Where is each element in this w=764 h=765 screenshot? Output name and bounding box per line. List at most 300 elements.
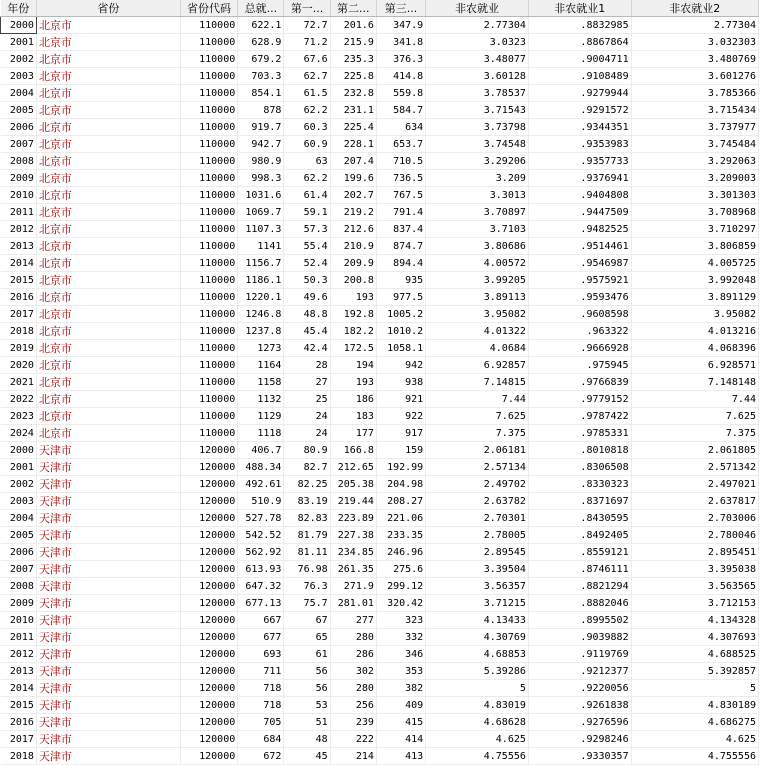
cell-nonfarm-employment1[interactable]: .9785331 [528, 425, 631, 442]
cell-primary-employment[interactable]: 48 [284, 731, 330, 748]
cell-year[interactable]: 2013 [1, 238, 37, 255]
cell-tertiary-employment[interactable]: 208.27 [376, 493, 425, 510]
cell-nonfarm-employment[interactable]: 2.06181 [426, 442, 529, 459]
cell-total-employment[interactable]: 677 [238, 629, 284, 646]
table-row[interactable] [1, 51, 759, 68]
cell-province[interactable]: 北京市 [36, 374, 180, 391]
cell-total-employment[interactable]: 562.92 [238, 544, 284, 561]
cell-secondary-employment[interactable]: 261.35 [330, 561, 376, 578]
cell-nonfarm-employment1[interactable]: .9004711 [528, 51, 631, 68]
cell-tertiary-employment[interactable]: 559.8 [376, 85, 425, 102]
cell-province-code[interactable]: 110000 [180, 340, 238, 357]
cell-total-employment[interactable]: 613.93 [238, 561, 284, 578]
cell-year[interactable]: 2001 [1, 459, 37, 476]
cell-primary-employment[interactable]: 81.79 [284, 527, 330, 544]
cell-nonfarm-employment2[interactable]: 3.992048 [631, 272, 758, 289]
cell-nonfarm-employment1[interactable]: .8995502 [528, 612, 631, 629]
cell-nonfarm-employment2[interactable]: 3.292063 [631, 153, 758, 170]
cell-nonfarm-employment2[interactable]: 4.686275 [631, 714, 758, 731]
cell-nonfarm-employment1[interactable]: .9291572 [528, 102, 631, 119]
cell-province[interactable]: 北京市 [36, 136, 180, 153]
cell-province[interactable]: 天津市 [36, 697, 180, 714]
cell-primary-employment[interactable]: 65 [284, 629, 330, 646]
cell-total-employment[interactable]: 705 [238, 714, 284, 731]
cell-tertiary-employment[interactable]: 299.12 [376, 578, 425, 595]
cell-total-employment[interactable]: 711 [238, 663, 284, 680]
cell-province[interactable]: 天津市 [36, 680, 180, 697]
cell-province[interactable]: 天津市 [36, 612, 180, 629]
cell-secondary-employment[interactable]: 239 [330, 714, 376, 731]
cell-province-code[interactable]: 120000 [180, 510, 238, 527]
cell-secondary-employment[interactable]: 271.9 [330, 578, 376, 595]
cell-nonfarm-employment[interactable]: 3.95082 [426, 306, 529, 323]
cell-tertiary-employment[interactable]: 323 [376, 612, 425, 629]
cell-total-employment[interactable]: 1031.6 [238, 187, 284, 204]
cell-nonfarm-employment1[interactable]: .9546987 [528, 255, 631, 272]
cell-province[interactable]: 天津市 [36, 646, 180, 663]
cell-year[interactable]: 2010 [1, 612, 37, 629]
cell-year[interactable]: 2011 [1, 629, 37, 646]
cell-nonfarm-employment2[interactable]: 7.375 [631, 425, 758, 442]
cell-nonfarm-employment1[interactable]: .8371697 [528, 493, 631, 510]
cell-tertiary-employment[interactable]: 736.5 [376, 170, 425, 187]
cell-year[interactable]: 2016 [1, 289, 37, 306]
cell-nonfarm-employment1[interactable]: .8010818 [528, 442, 631, 459]
cell-primary-employment[interactable]: 45.4 [284, 323, 330, 340]
cell-nonfarm-employment[interactable]: 5.39286 [426, 663, 529, 680]
cell-nonfarm-employment[interactable]: 3.0323 [426, 34, 529, 51]
cell-year[interactable]: 2002 [1, 476, 37, 493]
cell-province[interactable]: 北京市 [36, 357, 180, 374]
cell-primary-employment[interactable]: 48.8 [284, 306, 330, 323]
cell-nonfarm-employment[interactable]: 3.80686 [426, 238, 529, 255]
cell-total-employment[interactable]: 672 [238, 748, 284, 765]
cell-primary-employment[interactable]: 71.2 [284, 34, 330, 51]
cell-nonfarm-employment[interactable]: 2.49702 [426, 476, 529, 493]
cell-nonfarm-employment1[interactable]: .9666928 [528, 340, 631, 357]
cell-nonfarm-employment1[interactable]: .9220056 [528, 680, 631, 697]
cell-nonfarm-employment2[interactable]: 4.830189 [631, 697, 758, 714]
cell-primary-employment[interactable]: 61.5 [284, 85, 330, 102]
column-header-secondary-employment[interactable]: 第二... [330, 0, 376, 17]
cell-nonfarm-employment2[interactable]: 3.891129 [631, 289, 758, 306]
cell-nonfarm-employment1[interactable]: .9279944 [528, 85, 631, 102]
cell-nonfarm-employment1[interactable]: .8306508 [528, 459, 631, 476]
cell-secondary-employment[interactable]: 192.8 [330, 306, 376, 323]
cell-year[interactable]: 2021 [1, 374, 37, 391]
cell-nonfarm-employment1[interactable]: .9330357 [528, 748, 631, 765]
table-row[interactable] [1, 272, 759, 289]
cell-total-employment[interactable]: 1220.1 [238, 289, 284, 306]
cell-province-code[interactable]: 110000 [180, 68, 238, 85]
cell-province-code[interactable]: 110000 [180, 85, 238, 102]
cell-nonfarm-employment[interactable]: 7.44 [426, 391, 529, 408]
cell-nonfarm-employment2[interactable]: 3.480769 [631, 51, 758, 68]
cell-secondary-employment[interactable]: 186 [330, 391, 376, 408]
cell-province[interactable]: 北京市 [36, 272, 180, 289]
cell-tertiary-employment[interactable]: 347.9 [376, 17, 425, 34]
column-header-province[interactable]: 省份 [36, 0, 180, 17]
cell-primary-employment[interactable]: 24 [284, 425, 330, 442]
cell-total-employment[interactable]: 718 [238, 680, 284, 697]
cell-tertiary-employment[interactable]: 414 [376, 731, 425, 748]
cell-year[interactable]: 2004 [1, 85, 37, 102]
cell-province[interactable]: 天津市 [36, 561, 180, 578]
cell-province-code[interactable]: 110000 [180, 170, 238, 187]
cell-nonfarm-employment2[interactable]: 7.148148 [631, 374, 758, 391]
cell-nonfarm-employment[interactable]: 2.89545 [426, 544, 529, 561]
cell-secondary-employment[interactable]: 228.1 [330, 136, 376, 153]
cell-tertiary-employment[interactable]: 921 [376, 391, 425, 408]
cell-province[interactable]: 北京市 [36, 425, 180, 442]
cell-tertiary-employment[interactable]: 894.4 [376, 255, 425, 272]
cell-primary-employment[interactable]: 57.3 [284, 221, 330, 238]
cell-nonfarm-employment[interactable]: 3.99205 [426, 272, 529, 289]
cell-tertiary-employment[interactable]: 382 [376, 680, 425, 697]
cell-year[interactable]: 2013 [1, 663, 37, 680]
cell-province[interactable]: 北京市 [36, 51, 180, 68]
cell-year[interactable]: 2024 [1, 425, 37, 442]
cell-nonfarm-employment2[interactable]: 3.708968 [631, 204, 758, 221]
cell-nonfarm-employment1[interactable]: .9212377 [528, 663, 631, 680]
cell-tertiary-employment[interactable]: 922 [376, 408, 425, 425]
cell-nonfarm-employment1[interactable]: .9514461 [528, 238, 631, 255]
cell-nonfarm-employment2[interactable]: 7.44 [631, 391, 758, 408]
cell-nonfarm-employment2[interactable]: 7.625 [631, 408, 758, 425]
cell-nonfarm-employment[interactable]: 3.48077 [426, 51, 529, 68]
cell-province-code[interactable]: 120000 [180, 629, 238, 646]
cell-nonfarm-employment1[interactable]: .9404808 [528, 187, 631, 204]
cell-province-code[interactable]: 120000 [180, 731, 238, 748]
cell-nonfarm-employment1[interactable]: .8559121 [528, 544, 631, 561]
cell-nonfarm-employment[interactable]: 6.92857 [426, 357, 529, 374]
cell-nonfarm-employment2[interactable]: 3.806859 [631, 238, 758, 255]
cell-tertiary-employment[interactable]: 917 [376, 425, 425, 442]
cell-nonfarm-employment[interactable]: 2.77304 [426, 17, 529, 34]
cell-secondary-employment[interactable]: 219.2 [330, 204, 376, 221]
cell-secondary-employment[interactable]: 172.5 [330, 340, 376, 357]
cell-province-code[interactable]: 110000 [180, 34, 238, 51]
cell-total-employment[interactable]: 406.7 [238, 442, 284, 459]
cell-secondary-employment[interactable]: 231.1 [330, 102, 376, 119]
cell-total-employment[interactable]: 998.3 [238, 170, 284, 187]
cell-year[interactable]: 2015 [1, 272, 37, 289]
cell-tertiary-employment[interactable]: 233.35 [376, 527, 425, 544]
cell-total-employment[interactable]: 1246.8 [238, 306, 284, 323]
cell-nonfarm-employment[interactable]: 4.13433 [426, 612, 529, 629]
cell-primary-employment[interactable]: 76.3 [284, 578, 330, 595]
cell-nonfarm-employment[interactable]: 3.56357 [426, 578, 529, 595]
cell-total-employment[interactable]: 1118 [238, 425, 284, 442]
cell-primary-employment[interactable]: 67.6 [284, 51, 330, 68]
cell-tertiary-employment[interactable]: 874.7 [376, 238, 425, 255]
cell-tertiary-employment[interactable]: 653.7 [376, 136, 425, 153]
cell-total-employment[interactable]: 510.9 [238, 493, 284, 510]
cell-total-employment[interactable]: 1107.3 [238, 221, 284, 238]
cell-year[interactable]: 2003 [1, 68, 37, 85]
cell-year[interactable]: 2012 [1, 221, 37, 238]
cell-primary-employment[interactable]: 55.4 [284, 238, 330, 255]
cell-province[interactable]: 天津市 [36, 629, 180, 646]
cell-province-code[interactable]: 120000 [180, 714, 238, 731]
cell-nonfarm-employment2[interactable]: 4.068396 [631, 340, 758, 357]
table-row[interactable] [1, 527, 759, 544]
cell-total-employment[interactable]: 1273 [238, 340, 284, 357]
cell-secondary-employment[interactable]: 201.6 [330, 17, 376, 34]
column-header-total-employment[interactable]: 总就... [238, 0, 284, 17]
cell-province[interactable]: 北京市 [36, 170, 180, 187]
cell-nonfarm-employment[interactable]: 3.74548 [426, 136, 529, 153]
cell-secondary-employment[interactable]: 232.8 [330, 85, 376, 102]
cell-province-code[interactable]: 110000 [180, 357, 238, 374]
cell-tertiary-employment[interactable]: 353 [376, 663, 425, 680]
cell-primary-employment[interactable]: 49.6 [284, 289, 330, 306]
cell-tertiary-employment[interactable]: 409 [376, 697, 425, 714]
cell-province[interactable]: 天津市 [36, 476, 180, 493]
cell-year[interactable]: 2023 [1, 408, 37, 425]
cell-primary-employment[interactable]: 82.25 [284, 476, 330, 493]
table-row[interactable] [1, 544, 759, 561]
cell-year[interactable]: 2005 [1, 102, 37, 119]
cell-nonfarm-employment[interactable]: 3.29206 [426, 153, 529, 170]
table-row[interactable] [1, 731, 759, 748]
cell-tertiary-employment[interactable]: 938 [376, 374, 425, 391]
cell-nonfarm-employment1[interactable]: .9376941 [528, 170, 631, 187]
cell-primary-employment[interactable]: 61.4 [284, 187, 330, 204]
cell-nonfarm-employment[interactable]: 3.71215 [426, 595, 529, 612]
cell-primary-employment[interactable]: 60.9 [284, 136, 330, 153]
cell-province[interactable]: 北京市 [36, 119, 180, 136]
cell-province[interactable]: 北京市 [36, 306, 180, 323]
cell-secondary-employment[interactable]: 281.01 [330, 595, 376, 612]
cell-primary-employment[interactable]: 82.7 [284, 459, 330, 476]
cell-nonfarm-employment2[interactable]: 3.745484 [631, 136, 758, 153]
table-row[interactable] [1, 425, 759, 442]
cell-province-code[interactable]: 110000 [180, 272, 238, 289]
cell-province[interactable]: 北京市 [36, 153, 180, 170]
cell-province-code[interactable]: 110000 [180, 119, 238, 136]
cell-year[interactable]: 2016 [1, 714, 37, 731]
cell-primary-employment[interactable]: 75.7 [284, 595, 330, 612]
cell-secondary-employment[interactable]: 227.38 [330, 527, 376, 544]
cell-secondary-employment[interactable]: 212.65 [330, 459, 376, 476]
cell-total-employment[interactable]: 1132 [238, 391, 284, 408]
cell-total-employment[interactable]: 1141 [238, 238, 284, 255]
cell-province-code[interactable]: 110000 [180, 238, 238, 255]
cell-secondary-employment[interactable]: 194 [330, 357, 376, 374]
cell-total-employment[interactable]: 667 [238, 612, 284, 629]
cell-province-code[interactable]: 120000 [180, 442, 238, 459]
cell-primary-employment[interactable]: 56 [284, 680, 330, 697]
cell-nonfarm-employment2[interactable]: 2.77304 [631, 17, 758, 34]
cell-year[interactable]: 2022 [1, 391, 37, 408]
cell-nonfarm-employment[interactable]: 4.01322 [426, 323, 529, 340]
cell-year[interactable]: 2018 [1, 323, 37, 340]
cell-nonfarm-employment[interactable]: 3.89113 [426, 289, 529, 306]
cell-province-code[interactable]: 120000 [180, 578, 238, 595]
cell-nonfarm-employment2[interactable]: 3.95082 [631, 306, 758, 323]
cell-province[interactable]: 北京市 [36, 17, 180, 34]
cell-tertiary-employment[interactable]: 767.5 [376, 187, 425, 204]
table-row[interactable] [1, 697, 759, 714]
cell-province[interactable]: 北京市 [36, 255, 180, 272]
cell-nonfarm-employment1[interactable]: .9766839 [528, 374, 631, 391]
cell-tertiary-employment[interactable]: 341.8 [376, 34, 425, 51]
cell-tertiary-employment[interactable]: 634 [376, 119, 425, 136]
cell-tertiary-employment[interactable]: 246.96 [376, 544, 425, 561]
cell-province-code[interactable]: 110000 [180, 255, 238, 272]
cell-secondary-employment[interactable]: 280 [330, 680, 376, 697]
cell-nonfarm-employment1[interactable]: .8832985 [528, 17, 631, 34]
cell-total-employment[interactable]: 677.13 [238, 595, 284, 612]
cell-tertiary-employment[interactable]: 376.3 [376, 51, 425, 68]
cell-secondary-employment[interactable]: 193 [330, 374, 376, 391]
cell-nonfarm-employment1[interactable]: .9482525 [528, 221, 631, 238]
cell-total-employment[interactable]: 878 [238, 102, 284, 119]
table-row[interactable] [1, 459, 759, 476]
cell-nonfarm-employment1[interactable]: .8430595 [528, 510, 631, 527]
cell-primary-employment[interactable]: 45 [284, 748, 330, 765]
cell-total-employment[interactable]: 527.78 [238, 510, 284, 527]
cell-year[interactable]: 2014 [1, 255, 37, 272]
cell-nonfarm-employment1[interactable]: .9344351 [528, 119, 631, 136]
table-row[interactable] [1, 17, 759, 34]
cell-primary-employment[interactable]: 62.2 [284, 102, 330, 119]
cell-total-employment[interactable]: 854.1 [238, 85, 284, 102]
cell-year[interactable]: 2010 [1, 187, 37, 204]
cell-secondary-employment[interactable]: 207.4 [330, 153, 376, 170]
cell-secondary-employment[interactable]: 234.85 [330, 544, 376, 561]
cell-nonfarm-employment[interactable]: 4.68628 [426, 714, 529, 731]
cell-nonfarm-employment[interactable]: 2.57134 [426, 459, 529, 476]
cell-nonfarm-employment1[interactable]: .8821294 [528, 578, 631, 595]
cell-total-employment[interactable]: 1069.7 [238, 204, 284, 221]
cell-province[interactable]: 天津市 [36, 527, 180, 544]
table-row[interactable] [1, 408, 759, 425]
cell-primary-employment[interactable]: 76.98 [284, 561, 330, 578]
cell-nonfarm-employment2[interactable]: 4.625 [631, 731, 758, 748]
cell-province[interactable]: 天津市 [36, 578, 180, 595]
cell-province[interactable]: 天津市 [36, 731, 180, 748]
cell-nonfarm-employment[interactable]: 3.70897 [426, 204, 529, 221]
cell-secondary-employment[interactable]: 200.8 [330, 272, 376, 289]
cell-province[interactable]: 北京市 [36, 238, 180, 255]
cell-nonfarm-employment2[interactable]: 2.895451 [631, 544, 758, 561]
cell-nonfarm-employment1[interactable]: .975945 [528, 357, 631, 374]
cell-province-code[interactable]: 110000 [180, 425, 238, 442]
cell-province[interactable]: 天津市 [36, 459, 180, 476]
cell-nonfarm-employment2[interactable]: 3.715434 [631, 102, 758, 119]
cell-primary-employment[interactable]: 80.9 [284, 442, 330, 459]
cell-nonfarm-employment2[interactable]: 2.061805 [631, 442, 758, 459]
cell-secondary-employment[interactable]: 183 [330, 408, 376, 425]
table-row[interactable] [1, 476, 759, 493]
cell-year[interactable]: 2000 [1, 17, 37, 34]
column-header-primary-employment[interactable]: 第一... [284, 0, 330, 17]
cell-secondary-employment[interactable]: 209.9 [330, 255, 376, 272]
cell-year[interactable]: 2008 [1, 578, 37, 595]
cell-province[interactable]: 北京市 [36, 221, 180, 238]
cell-nonfarm-employment1[interactable]: .8882046 [528, 595, 631, 612]
cell-tertiary-employment[interactable]: 1005.2 [376, 306, 425, 323]
cell-secondary-employment[interactable]: 302 [330, 663, 376, 680]
cell-nonfarm-employment1[interactable]: .8330323 [528, 476, 631, 493]
cell-year[interactable]: 2001 [1, 34, 37, 51]
cell-province-code[interactable]: 110000 [180, 17, 238, 34]
cell-province-code[interactable]: 110000 [180, 153, 238, 170]
cell-year[interactable]: 2011 [1, 204, 37, 221]
cell-nonfarm-employment1[interactable]: .8746111 [528, 561, 631, 578]
cell-nonfarm-employment[interactable]: 2.78005 [426, 527, 529, 544]
cell-nonfarm-employment[interactable]: 7.625 [426, 408, 529, 425]
table-row[interactable] [1, 629, 759, 646]
cell-year[interactable]: 2018 [1, 748, 37, 765]
cell-nonfarm-employment2[interactable]: 4.755556 [631, 748, 758, 765]
cell-nonfarm-employment1[interactable]: .9447509 [528, 204, 631, 221]
cell-secondary-employment[interactable]: 202.7 [330, 187, 376, 204]
cell-province-code[interactable]: 110000 [180, 204, 238, 221]
cell-total-employment[interactable]: 942.7 [238, 136, 284, 153]
cell-year[interactable]: 2015 [1, 697, 37, 714]
cell-tertiary-employment[interactable]: 414.8 [376, 68, 425, 85]
cell-year[interactable]: 2002 [1, 51, 37, 68]
cell-primary-employment[interactable]: 67 [284, 612, 330, 629]
cell-primary-employment[interactable]: 50.3 [284, 272, 330, 289]
cell-province[interactable]: 北京市 [36, 85, 180, 102]
cell-secondary-employment[interactable]: 177 [330, 425, 376, 442]
cell-province-code[interactable]: 120000 [180, 646, 238, 663]
cell-tertiary-employment[interactable]: 977.5 [376, 289, 425, 306]
cell-total-employment[interactable]: 980.9 [238, 153, 284, 170]
table-row[interactable] [1, 323, 759, 340]
cell-province[interactable]: 北京市 [36, 340, 180, 357]
cell-year[interactable]: 2009 [1, 170, 37, 187]
cell-tertiary-employment[interactable]: 791.4 [376, 204, 425, 221]
cell-nonfarm-employment1[interactable]: .9298246 [528, 731, 631, 748]
cell-province[interactable]: 北京市 [36, 289, 180, 306]
cell-province-code[interactable]: 110000 [180, 374, 238, 391]
cell-year[interactable]: 2012 [1, 646, 37, 663]
cell-province[interactable]: 北京市 [36, 323, 180, 340]
cell-province[interactable]: 天津市 [36, 595, 180, 612]
cell-province[interactable]: 天津市 [36, 714, 180, 731]
cell-province-code[interactable]: 120000 [180, 527, 238, 544]
cell-nonfarm-employment[interactable]: 7.14815 [426, 374, 529, 391]
cell-primary-employment[interactable]: 42.4 [284, 340, 330, 357]
cell-province[interactable]: 天津市 [36, 663, 180, 680]
cell-primary-employment[interactable]: 82.83 [284, 510, 330, 527]
table-row[interactable] [1, 34, 759, 51]
cell-nonfarm-employment[interactable]: 3.73798 [426, 119, 529, 136]
cell-province-code[interactable]: 120000 [180, 459, 238, 476]
cell-nonfarm-employment2[interactable]: 3.209003 [631, 170, 758, 187]
cell-total-employment[interactable]: 488.34 [238, 459, 284, 476]
cell-nonfarm-employment2[interactable]: 5.392857 [631, 663, 758, 680]
table-row[interactable] [1, 170, 759, 187]
cell-nonfarm-employment[interactable]: 4.625 [426, 731, 529, 748]
cell-secondary-employment[interactable]: 210.9 [330, 238, 376, 255]
table-row[interactable] [1, 68, 759, 85]
column-header-nonfarm-employment2[interactable]: 非农就业2 [631, 0, 758, 17]
cell-year[interactable]: 2007 [1, 136, 37, 153]
cell-secondary-employment[interactable]: 280 [330, 629, 376, 646]
cell-province-code[interactable]: 110000 [180, 187, 238, 204]
cell-province-code[interactable]: 120000 [180, 663, 238, 680]
cell-nonfarm-employment2[interactable]: 2.637817 [631, 493, 758, 510]
cell-tertiary-employment[interactable]: 942 [376, 357, 425, 374]
cell-year[interactable]: 2005 [1, 527, 37, 544]
cell-nonfarm-employment1[interactable]: .8867864 [528, 34, 631, 51]
